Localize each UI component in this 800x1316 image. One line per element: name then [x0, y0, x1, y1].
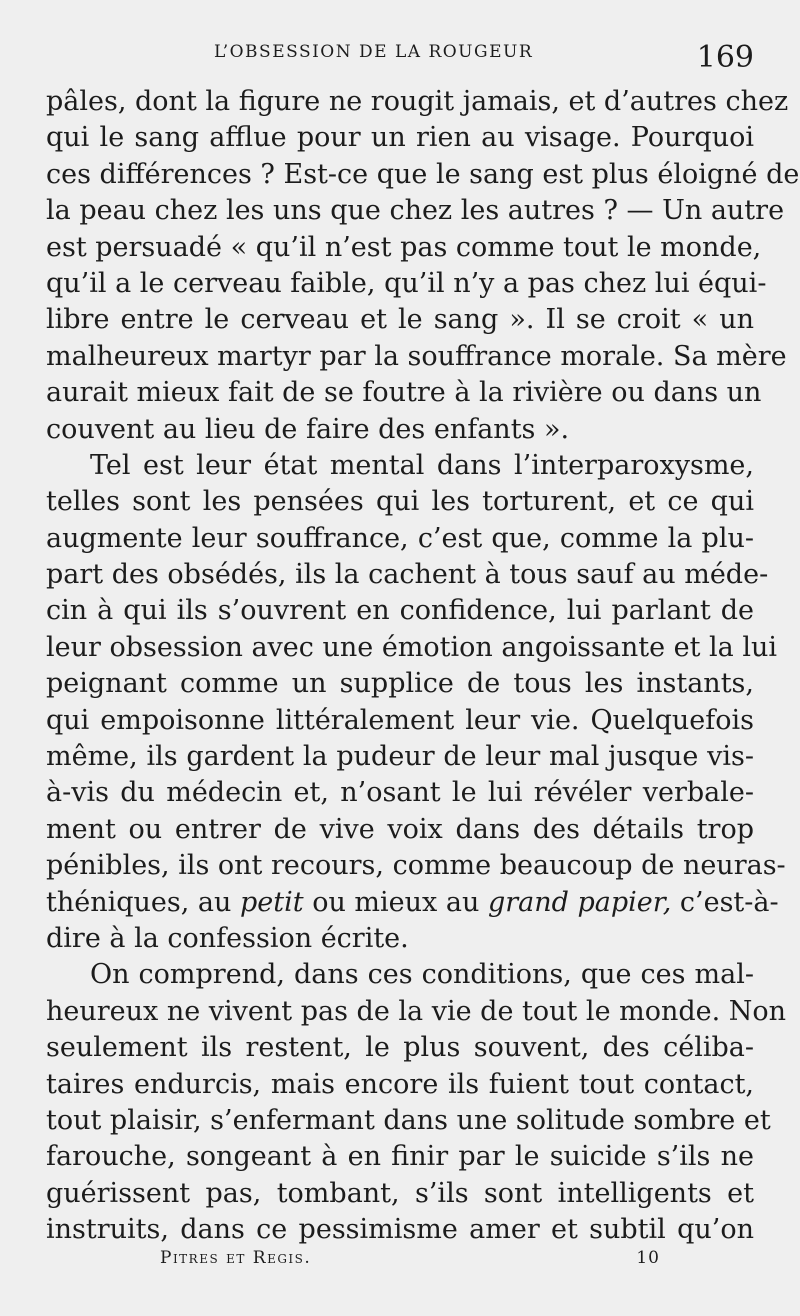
text-line: même, ils gardent la pudeur de leur mal jusque vis-	[46, 741, 754, 773]
text-line: qui le sang afflue pour un rien au visage. Pourquoi	[46, 122, 754, 154]
signature-mark: Pitres et Regis.	[160, 1248, 312, 1268]
text-line: leur obsession avec une émotion angoissante et la lui	[46, 631, 778, 663]
text-line: heureux ne vivent pas de la vie de tout le monde. Non	[46, 995, 787, 1027]
text-line: cin à qui ils s’ouvrent en confidence, lui parlant de	[46, 595, 754, 627]
text-line: à-vis du médecin et, n’osant le lui révéler verbale-	[46, 777, 754, 809]
text-line: malheureux martyr par la souffrance morale. Sa mère	[46, 340, 787, 372]
text-line: seulement ils restent, le plus souvent, des céliba-	[46, 1032, 754, 1064]
text-line: Tel est leur état mental dans l’interparoxysme,	[90, 449, 754, 481]
text-segment: ou mieux au	[312, 886, 480, 918]
sheet-number: 10	[636, 1248, 660, 1268]
page-header	[46, 40, 754, 80]
text-line: pâles, dont la figure ne rougit jamais, et d’autres chez	[46, 86, 789, 117]
text-line: peignant comme un supplice de tous les instants,	[46, 668, 754, 700]
text-line: dire à la confession écrite.	[46, 922, 409, 954]
text-line: instruits, dans ce pessimisme amer et subtil qu’on	[46, 1214, 754, 1246]
text-line: ces différences ? Est-ce que le sang est plus éloigné de	[46, 158, 800, 190]
text-line: pénibles, ils ont recours, comme beaucoup de neuras-	[46, 850, 786, 882]
text-line: part des obsédés, ils la cachent à tous sauf au méde-	[46, 559, 769, 591]
text-line: la peau chez les uns que chez les autres ? — Un autre	[46, 195, 785, 227]
text-line: telles sont les pensées qui les torturent, et ce qui	[46, 486, 754, 518]
text-line: augmente leur souffrance, c’est que, comme la plu-	[46, 522, 754, 554]
text-segment: théniques, au	[46, 886, 232, 918]
text-line: aurait mieux fait de se foutre à la rivière ou dans un	[46, 377, 762, 409]
body-text	[46, 84, 800, 1249]
text-segment: c’est-à-	[679, 886, 779, 918]
text-line: taires endurcis, mais encore ils fuient tout contact,	[46, 1068, 754, 1100]
text-line: tout plaisir, s’enfermant dans une solitude sombre et	[46, 1104, 771, 1136]
text-line: qui empoisonne littéralement leur vie. Quelquefois	[46, 704, 754, 736]
text-line: guérissent pas, tombant, s’ils sont intelligents et	[46, 1177, 754, 1209]
emphasis-grand-papier: grand papier,	[487, 886, 672, 918]
page-number: 169	[696, 40, 754, 75]
page-footer	[160, 1248, 660, 1278]
text-line: libre entre le cerveau et le sang ». Il se croit « un	[46, 304, 754, 336]
text-line: On comprend, dans ces conditions, que ces mal-	[90, 959, 754, 991]
text-line: farouche, songeant à en finir par le suicide s’ils ne	[46, 1141, 754, 1173]
text-line: est persuadé « qu’il n’est pas comme tout le monde,	[46, 231, 762, 263]
text-line	[46, 885, 779, 921]
emphasis-petit: petit	[240, 886, 304, 918]
text-line: qu’il a le cerveau faible, qu’il n’y a pas chez lui équi-	[46, 267, 767, 299]
running-title: L’OBSESSION DE LA ROUGEUR	[214, 42, 534, 62]
text-line: couvent au lieu de faire des enfants ».	[46, 413, 570, 445]
text-line: ment ou entrer de vive voix dans des détails trop	[46, 813, 754, 845]
